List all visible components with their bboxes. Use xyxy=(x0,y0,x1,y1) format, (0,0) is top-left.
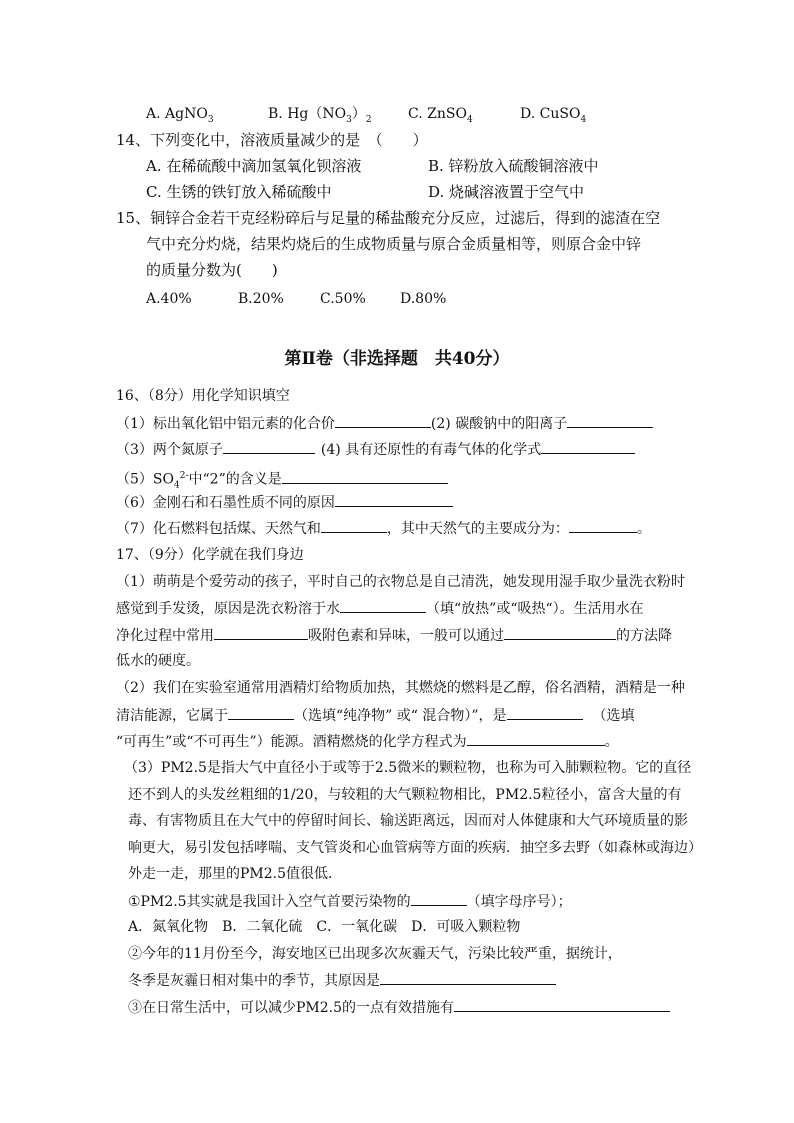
q17-p1-line-3: 净化过程中常用 吸附色素和异味，一般可以通过 的方法降 xyxy=(116,625,672,646)
q17-p2-line-3: “可再生”或“不可再生”）能源。酒精燃烧的化学方程式为 。 xyxy=(116,731,619,752)
q17-p1-line-2: 感觉到手发烫，原因是洗衣粉溶于水 （填“放热”或“吸热“）。生活用水在 xyxy=(116,598,644,619)
q14-option-a: A. 在稀硫酸中滴加氢氧化钡溶液 xyxy=(146,157,362,175)
q16-blank-1[interactable] xyxy=(335,413,431,428)
q17-p2-line-1: （2）我们在实验室通常用酒精灯给物质加热，其燃烧的燃料是乙醇，俗名酒精，酒精是一种 xyxy=(116,680,685,696)
q16-blank-8[interactable] xyxy=(569,518,637,533)
q16-blank-4[interactable] xyxy=(541,439,635,454)
q16-stem: 16、（8分）用化学知识填空 xyxy=(116,388,290,404)
q16-item-1-2: （1）标出氧化铝中铝元素的化合价 (2) 碳酸钠中的阳离子 xyxy=(116,413,653,434)
q17-blank-4[interactable] xyxy=(228,705,294,720)
q17-p3-line-4: 响更大，易引发包括哮喘、支气管炎和心血管病等方面的疾病．抽空多去野（如森林或海边） xyxy=(128,840,702,856)
q16-item-6: （6）金刚石和石墨性质不同的原因 xyxy=(116,492,453,513)
q17-blank-5[interactable] xyxy=(507,705,583,720)
q14-stem: 14、下列变化中，溶液质量减少的是 （ ） xyxy=(116,131,428,149)
q17-p1-line-4: 低水的硬度。 xyxy=(116,653,200,669)
q15-option-c: C.50% xyxy=(320,291,366,307)
q17-p1-line-1: （1）萌萌是个爱劳动的孩子，平时自己的衣物总是自己清洗，她发现用湿手取少量洗衣粉时 xyxy=(116,574,685,590)
q13-option-d: D. CuSO$_4$ xyxy=(520,106,587,125)
q13-option-c: C. ZnSO$_4$ xyxy=(408,106,473,125)
q17-blank-6[interactable] xyxy=(467,731,605,746)
q15-option-a: A.40% xyxy=(146,291,192,307)
q17-p3-line-3: 毒、有害物质且在大气中的停留时间长、输送距离远，因而对人体健康和大气环境质量的影 xyxy=(128,813,688,829)
q17-p2-line-2: 清洁能源，它属于 （选填“纯净物” 或“ 混合物）”，是 （选填 xyxy=(116,705,635,726)
q17-p3-line-2: 还不到人的头发丝粗细的1/20，与较粗的大气颗粒物相比，PM2.5粒径小，富含大量的有 xyxy=(128,787,682,803)
q16-blank-7[interactable] xyxy=(321,518,387,533)
q16-item-3-4: （3）两个氮原子 (4) 具有还原性的有毒气体的化学式 xyxy=(116,439,635,460)
q17-c2-line-2: 冬季是灰霾日相对集中的季节，其原因是 xyxy=(128,970,556,991)
q13-option-b: B. $Hg(NO_3)_2$ xyxy=(268,106,372,125)
q14-option-c: C. 生锈的铁钉放入稀硫酸中 xyxy=(146,183,332,201)
q17-blank-1[interactable] xyxy=(340,598,426,613)
q16-blank-6[interactable] xyxy=(335,492,453,507)
q15-option-b: B.20% xyxy=(238,291,284,307)
q16-blank-5[interactable] xyxy=(282,469,448,484)
q16-blank-3[interactable] xyxy=(223,439,315,454)
q17-c1-options: A．氮氧化物 B．二氧化硫 C．一氧化碳 D．可吸入颗粒物 xyxy=(128,919,521,935)
q17-blank-9[interactable] xyxy=(454,997,670,1012)
q17-c2-line-1: ②今年的11月份至今，海安地区已出现多次灰霾天气，污染比较严重，据统计， xyxy=(128,946,622,962)
q17-blank-8[interactable] xyxy=(380,970,556,985)
q15-option-d: D.80% xyxy=(400,291,447,307)
q17-stem: 17、（9分）化学就在我们身边 xyxy=(116,547,304,563)
q17-p3-line-5: 外走一走，那里的PM2.5值很低． xyxy=(128,866,343,882)
section-title: 第Ⅱ卷（非选择题 共40分） xyxy=(284,349,510,369)
q17-blank-3[interactable] xyxy=(504,625,616,640)
q16-blank-2[interactable] xyxy=(567,413,653,428)
q17-c1: ①PM2.5其实就是我国计入空气首要污染物的 （填字母序号）； xyxy=(128,891,572,912)
q17-c3: ③在日常生活中，可以减少PM2.5的一点有效措施有 xyxy=(128,997,670,1018)
q17-p3-line-1: （3）PM2.5是指大气中直径小于或等于2.5微米的颗粒物，也称为可入肺颗粒物。它的直径 xyxy=(124,760,692,776)
q14-option-d: D. 烧碱溶液置于空气中 xyxy=(428,183,585,201)
q17-blank-2[interactable] xyxy=(214,625,308,640)
q16-item-5: $(5)SO_4^{2-}$中“2”的含义是 xyxy=(116,466,448,495)
q16-item-7: （7）化石燃料包括煤、天然气和 ，其中天然气的主要成分为： 。 xyxy=(116,518,651,539)
q15-line-2: 气中充分灼烧，结果灼烧后的生成物质量与原合金质量相等，则原合金中锌 xyxy=(146,235,642,253)
q15-line-3: 的质量分数为( ) xyxy=(146,261,278,279)
q15-line-1: 15、铜锌合金若干克经粉碎后与足量的稀盐酸充分反应，过滤后，得到的滤渣在空 xyxy=(116,209,661,227)
q13-option-a: A. AgNO$_3$ xyxy=(146,106,214,125)
q14-option-b: B. 锌粉放入硫酸铜溶液中 xyxy=(428,157,599,175)
q17-blank-7[interactable] xyxy=(411,891,467,906)
